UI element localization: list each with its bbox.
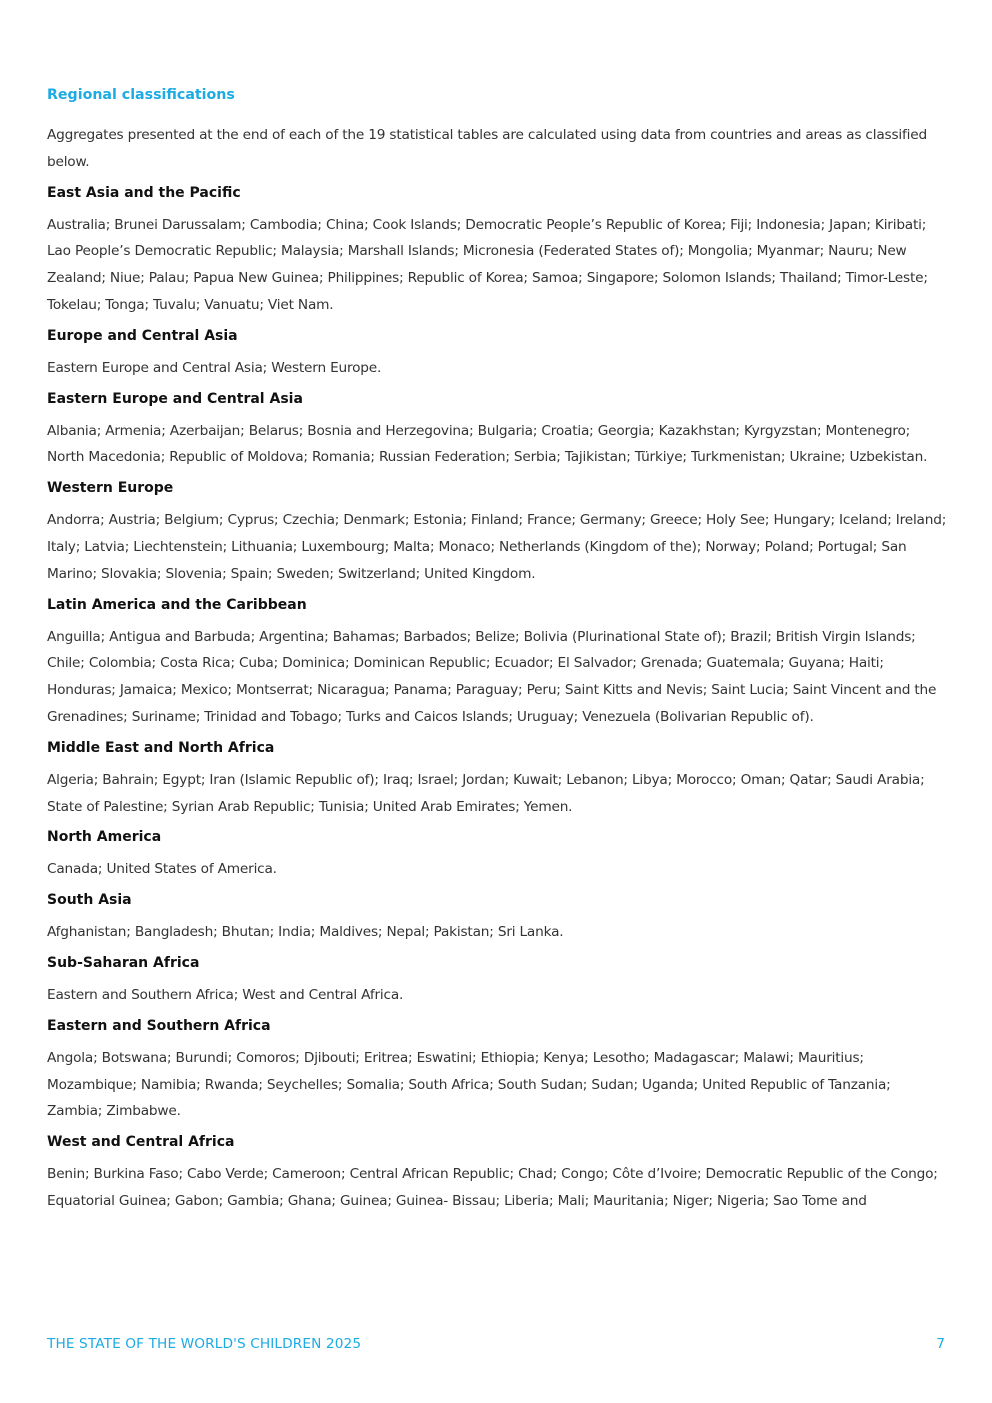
section-text: Australia; Brunei Darussalam; Cambodia; China; Cook Islands; Democratic People’s Republic of Korea; Fiji; Indonesia; Japan; Kiribati; Lao People’s Democratic Republic; Malaysia; Marshall Islands; Micronesia (Federated States of); Mongolia; Myanmar; Nauru; New Zealand; Niue; Palau; Papua New Guinea; Philippines; Republic of Korea; Samoa; Singapore; Solomon Islands; Thailand; Timor-Leste; Tokelau; Tonga; Tuvalu; Vanuatu; Viet Nam.: [47, 216, 928, 313]
section-text: Angola; Botswana; Burundi; Comoros; Djibouti; Eritrea; Eswatini; Ethiopia; Kenya; Lesotho; Madagascar; Malawi; Mauritius; Mozambique; Namibia; Rwanda; Seychelles; Somalia; South Africa; South Sudan; Sudan; Uganda; United Republic of Tanzania; Zambia; Zimbabwe.: [47, 1049, 891, 1120]
footer-publication-title: THE STATE OF THE WORLD'S CHILDREN 2025: [47, 1336, 362, 1352]
section-latin-america-caribbean: [47, 596, 947, 731]
section-text: Eastern Europe and Central Asia; Western Europe.: [47, 359, 382, 376]
section-heading: West and Central Africa: [47, 1134, 235, 1151]
section-heading: Sub-Saharan Africa: [47, 954, 200, 971]
intro-paragraph: Aggregates presented at the end of each of the 19 statistical tables are calculated using data from countries and areas as classified below.: [47, 127, 927, 170]
section-heading: Eastern Europe and Central Asia: [47, 390, 303, 407]
page-title: Regional classifications: [47, 87, 235, 103]
section-north-america: [47, 828, 947, 883]
section-western-europe: [47, 479, 947, 587]
section-heading: Middle East and North Africa: [47, 739, 275, 756]
footer-page-number: 7: [936, 1336, 945, 1352]
section-text: Canada; United States of America.: [47, 861, 277, 878]
section-heading: Eastern and Southern Africa: [47, 1017, 271, 1034]
section-text: Albania; Armenia; Azerbaijan; Belarus; Bosnia and Herzegovina; Bulgaria; Croatia; Georgia; Kazakhstan; Kyrgyzstan; Montenegro; North Macedonia; Republic of Moldova; Romania; Russian Federation; Serbia; Tajikistan; Türkiye; Turkmenistan; Ukraine; Uzbekistan.: [47, 422, 928, 466]
document-body: [47, 86, 947, 1223]
section-eastern-europe-central-asia: [47, 390, 947, 472]
section-text: Eastern and Southern Africa; West and Central Africa.: [47, 986, 404, 1003]
section-east-asia-pacific: [47, 184, 947, 319]
section-text: Afghanistan; Bangladesh; Bhutan; India; Maldives; Nepal; Pakistan; Sri Lanka.: [47, 924, 564, 941]
section-heading: Western Europe: [47, 480, 174, 497]
section-text: Anguilla; Antigua and Barbuda; Argentina; Bahamas; Barbados; Belize; Bolivia (Plurinational State of); Brazil; British Virgin Islands; Chile; Colombia; Costa Rica; Cuba; Dominica; Dominican Republic; Ecuador; El Salvador; Grenada; Guatemala; Guyana; Haiti; Honduras; Jamaica; Mexico; Montserrat; Nicaragua; Panama; Paraguay; Peru; Saint Kitts and Nevis; Saint Lucia; Saint Vincent and the Grenadines; Suriname; Trinidad and Tobago; Turks and Caicos Islands; Uruguay; Venezuela (Bolivarian Republic of).: [47, 628, 937, 725]
section-text: Benin; Burkina Faso; Cabo Verde; Cameroon; Central African Republic; Chad; Congo; Côte d’Ivoire; Democratic Republic of the Congo; Equatorial Guinea; Gabon; Gambia; Ghana; Guinea; Guinea- Bissau; Liberia; Mali; Mauritania; Niger; Nigeria; Sao Tome and: [47, 1166, 938, 1209]
section-heading: North America: [47, 829, 162, 846]
section-eastern-southern-africa: [47, 1017, 947, 1125]
section-text: Algeria; Bahrain; Egypt; Iran (Islamic Republic of); Iraq; Israel; Jordan; Kuwait; Lebanon; Libya; Morocco; Oman; Qatar; Saudi Arabia; State of Palestine; Syrian Arab Republic; Tunisia; United Arab Emirates; Yemen.: [47, 771, 925, 815]
section-europe-central-asia: [47, 327, 947, 382]
section-south-asia: [47, 891, 947, 946]
section-heading: East Asia and the Pacific: [47, 184, 241, 201]
section-text: Andorra; Austria; Belgium; Cyprus; Czechia; Denmark; Estonia; Finland; France; Germany; Greece; Holy See; Hungary; Iceland; Ireland; Italy; Latvia; Liechtenstein; Lithuania; Luxembourg; Malta; Monaco; Netherlands (Kingdom of the); Norway; Poland; Portugal; San Marino; Slovakia; Slovenia; Spain; Sweden; Switzerland; United Kingdom.: [47, 512, 947, 582]
section-middle-east-north-africa: [47, 739, 947, 821]
section-heading: South Asia: [47, 892, 132, 909]
section-west-central-africa: [47, 1133, 947, 1215]
section-heading: Latin America and the Caribbean: [47, 596, 307, 613]
section-sub-saharan-africa: [47, 954, 947, 1009]
section-heading: Europe and Central Asia: [47, 327, 238, 344]
